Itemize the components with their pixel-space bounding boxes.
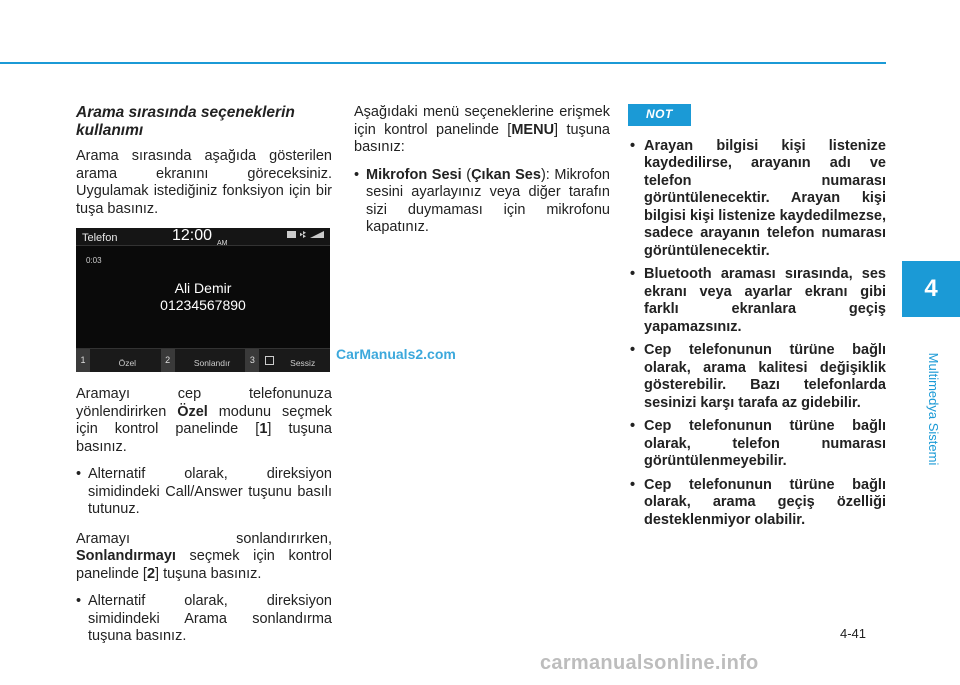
page-number: 4-41 xyxy=(840,626,867,641)
list-item: • Alternatif olarak, direksiyon simidindeki Call/Answer tuşunu basılı tutunuz. xyxy=(76,466,332,519)
phone-call-screen xyxy=(76,228,330,372)
menu-bullets xyxy=(354,167,610,237)
button-label: Özel xyxy=(118,358,137,368)
private-mode-bullets xyxy=(76,466,332,519)
top-rule xyxy=(0,62,886,64)
watermark: CarManuals2.com xyxy=(336,346,456,362)
signal-icon xyxy=(310,231,324,238)
caller-name: Ali Demir xyxy=(174,280,232,296)
note-badge: NOT xyxy=(628,104,691,126)
menu-paragraph: Aşağıdaki menü seçeneklerine erişmek için kontrol panelinde [MENU] tuşuna basınız: xyxy=(354,104,610,155)
battery-icon xyxy=(287,231,296,238)
column-middle xyxy=(354,104,610,249)
end-call-bullets xyxy=(76,593,332,646)
list-item: • Cep telefonunun türüne bağlı olarak, telefon numarası görüntülenmeyebilir. xyxy=(628,418,886,471)
list-item: • Alternatif olarak, direksiyon simidindeki Arama sonlandırma tuşuna basınız. xyxy=(76,593,332,646)
button-label: Sessiz xyxy=(290,358,316,368)
column-left xyxy=(76,104,332,658)
screen-title: Telefon xyxy=(82,232,118,244)
section-heading: Arama sırasında seçeneklerin kullanımı xyxy=(76,104,295,139)
list-item: • Mikrofon Sesi (Çıkan Ses): Mikrofon sesini ayarlayınız veya diğer tarafın sizi duymaması için mikrofonu kapatınız. xyxy=(354,167,610,237)
caller-number: 01234567890 xyxy=(160,297,246,313)
watermark: carmanualsonline.info xyxy=(540,652,759,674)
private-button[interactable] xyxy=(76,349,161,372)
button-label: Sonlandır xyxy=(193,358,231,368)
note-list xyxy=(628,138,886,530)
list-item: • Cep telefonunun türüne bağlı olarak, arama kalitesi değişiklik gösterebilir. Bazı telefonlarda sesinizi karşı tarafa az gidebilir. xyxy=(628,342,886,412)
mute-button[interactable] xyxy=(245,349,330,372)
end-call-paragraph: Aramayı sonlandırırken, Sonlandırmayı seçmek için kontrol panelinde [2] tuşuna basınız. xyxy=(76,530,332,582)
key-number: 2 xyxy=(161,349,175,372)
chapter-tab: 4 xyxy=(902,261,960,317)
screen-ampm: AM xyxy=(217,240,228,247)
key-number: 1 xyxy=(76,349,90,372)
list-item: • Bluetooth araması sırasında, ses ekranı veya ayarlar ekranı gibi farklı ekranlara geçiş yapamazsınız. xyxy=(628,266,886,336)
screen-header xyxy=(76,228,330,246)
screen-button-bar xyxy=(76,348,330,372)
list-item: • Cep telefonunun türüne bağlı olarak, arama geçiş özelliği desteklenmiyor olabilir. xyxy=(628,477,886,530)
end-call-button[interactable] xyxy=(161,349,246,372)
bluetooth-icon xyxy=(300,231,306,238)
chapter-title: Multimedya Sistemi xyxy=(926,352,941,466)
column-right xyxy=(628,104,886,541)
checkbox-icon xyxy=(265,356,274,365)
list-item: • Arayan bilgisi kişi listenize kaydedilirse, arayanın adı ve telefon numarası görüntülenecektir. Arayan kişi bilgisi kişi listenize kaydedilmezse, sadece arayanın telefon numarası görüntülenecektir. xyxy=(628,138,886,261)
screen-clock: 12:00 xyxy=(172,228,213,244)
call-duration: 0:03 xyxy=(86,256,102,265)
intro-paragraph: Arama sırasında aşağıda gösterilen arama ekranını göreceksiniz. Uygulamak istediğiniz fonksiyon için bir tuşa basınız. xyxy=(76,148,332,217)
status-icons xyxy=(287,231,324,238)
private-mode-paragraph: Aramayı cep telefonunuza yönlendirirken Özel modunu seçmek için kontrol panelinde [1] tuşuna basınız. xyxy=(76,386,332,455)
key-number: 3 xyxy=(245,349,259,372)
